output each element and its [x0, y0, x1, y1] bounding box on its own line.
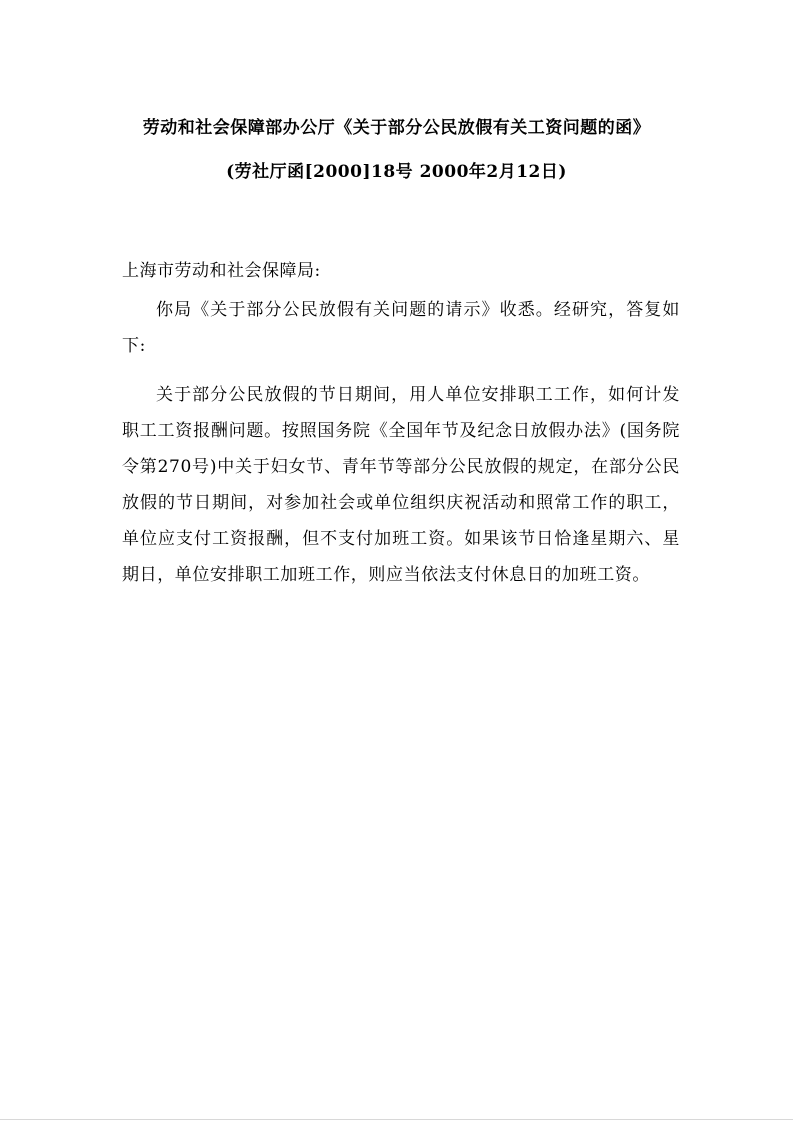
- salutation: 上海市劳动和社会保障局:: [122, 261, 321, 281]
- document-title: 劳动和社会保障部办公厅《关于部分公民放假有关工资问题的函》: [142, 118, 651, 138]
- page-bottom-divider: [0, 1119, 793, 1120]
- paragraph-ruling: 关于部分公民放假的节日期间，用人单位安排职工工作，如何计发职工工资报酬问题。按照国务院《全国年节及纪念日放假办法》(国务院令第270号)中关于妇女节、青年节等部分公民放假的规定，在部分公民放假的节日期间，对参加社会或单位组织庆祝活动和照常工作的职工，单位应支付工资报酬，但不支付加班工资。如果该节日恰逢星期六、星期日，单位安排职工加班工作，则应当依法支付休息日的加班工资。: [122, 385, 680, 585]
- document-subtitle: (劳社厅函[2000]18号 2000年2月12日): [226, 162, 567, 182]
- paragraph-reply: 你局《关于部分公民放假有关问题的请示》收悉。经研究，答复如下:: [122, 300, 680, 356]
